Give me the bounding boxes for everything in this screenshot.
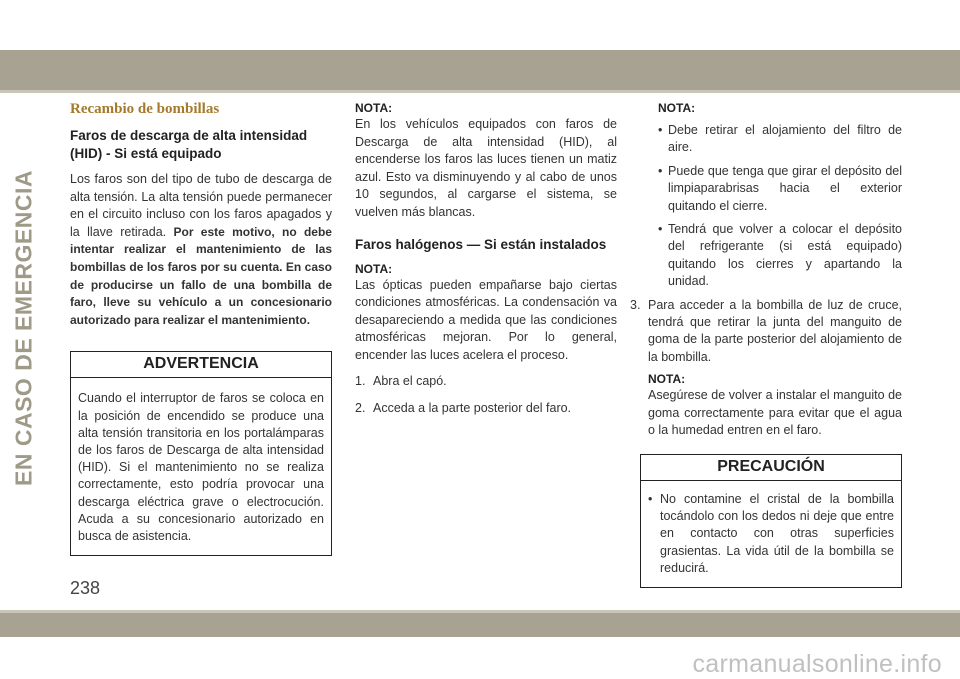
column-1 [70, 101, 332, 556]
header-stripe [0, 90, 960, 93]
note-label: NOTA: [355, 261, 393, 276]
step-item [355, 400, 617, 417]
halogen-note-text: Las ópticas pueden empañarse bajo ciertas condiciones atmosféricas. La condensación va desapareciendo a medida que las condiciones atmosféricas mejoran. Por lo general, encender las luces acelera el proceso. [355, 277, 617, 362]
step-text: Para acceder a la bombilla de luz de cruce, tendrá que retirar la junta del manguito de goma de la parte posterior del alojamiento de la bombilla. [648, 297, 902, 364]
hid-note-text: En los vehículos equipados con faros de Descarga de alta intensidad (HID), al encenderse los faros las luces tienen un matiz azul. Esto va disminuyendo y al cabo de unos 10 segundos, al cargarse el sistema, se vuelven más blancas. [355, 117, 617, 219]
hid-subhead: Faros de descarga de alta intensidad (HID) - Si está equipado [70, 128, 308, 161]
list-item [648, 163, 902, 215]
warning-box [70, 351, 332, 556]
list-item [648, 122, 902, 157]
caution-text: No contamine el cristal de la bombilla tocándolo con los dedos ni deje que entre en contacto con otras superficies grasientas. La vida útil de la bombilla se reducirá. [660, 492, 894, 575]
step-number: 1. [355, 373, 366, 388]
bullet-text: Puede que tenga que girar el depósito del limpiaparabrisas hacia el exterior quitando el cierre. [668, 163, 902, 213]
bullet-text: Debe retirar el alojamiento del filtro de aire. [668, 123, 902, 155]
page-number: 238 [70, 578, 101, 598]
step-text: Acceda a la parte posterior del faro. [373, 400, 572, 415]
caution-title: PRECAUCIÓN [641, 455, 901, 481]
step-number: 2. [355, 400, 366, 415]
section-title: Recambio de bombillas [70, 101, 220, 117]
hid-paragraph-text: Los faros son del tipo de tubo de descarga de alta tensión. La alta tensión puede permanecer en el circuito incluso con los faros apagados y la llave retirada. [70, 172, 332, 239]
watermark-text: carmanualsonline.info [692, 650, 942, 678]
chapter-tab-label: EN CASO DE EMERGENCIA [10, 170, 37, 486]
caution-body [641, 481, 901, 587]
step-text: Abra el capó. [373, 373, 447, 388]
bullet-icon: • [648, 492, 653, 507]
halogen-subhead: Faros halógenos — Si están instalados [355, 236, 607, 252]
warning-text: Cuando el interruptor de faros se coloca en la posición de encendido se produce una alta tensión transitoria en los portalámparas de los faros de Descarga de alta intensidad (HID). Si el mantenimiento no se realiza correctamente, esto podría provocar una descarga eléctrica grave o electrocución. Acuda a su concesionario autorizado en busca de asistencia. [78, 391, 324, 543]
column-3 [630, 101, 902, 588]
step3-note-text: Asegúrese de volver a instalar el manguito de goma correctamente para evitar que el agua o la humedad entren en el faro. [648, 388, 902, 438]
step-item [355, 373, 617, 390]
note-label: NOTA: [648, 372, 686, 387]
bullet-icon: • [658, 222, 663, 237]
step-number: 3. [630, 297, 641, 312]
warning-title: ADVERTENCIA [71, 352, 331, 378]
step-item [630, 297, 902, 367]
header-bar [0, 50, 960, 90]
bullet-icon: • [658, 163, 663, 178]
step3-note [630, 372, 902, 440]
bullet-icon: • [658, 123, 663, 137]
hid-paragraph-bold: Por este motivo, no debe intentar realizar el mantenimiento de las bombillas de los faros por su cuenta. En caso de producirse un fallo de una bombilla de faro, lleve su vehículo a un concesionario autorizado para realizar el mantenimiento. [70, 224, 332, 327]
note-label: NOTA: [355, 101, 393, 115]
bullet-text: Tendrá que volver a colocar el depósito del refrigerante (si está equipado) quitando los cierres y apartando la unidad. [668, 222, 902, 289]
column-2 [355, 101, 617, 423]
caution-box [640, 454, 902, 588]
footer-bar [0, 613, 960, 637]
hid-paragraph [70, 171, 332, 329]
note-label: NOTA: [658, 101, 696, 115]
list-item [648, 221, 902, 291]
